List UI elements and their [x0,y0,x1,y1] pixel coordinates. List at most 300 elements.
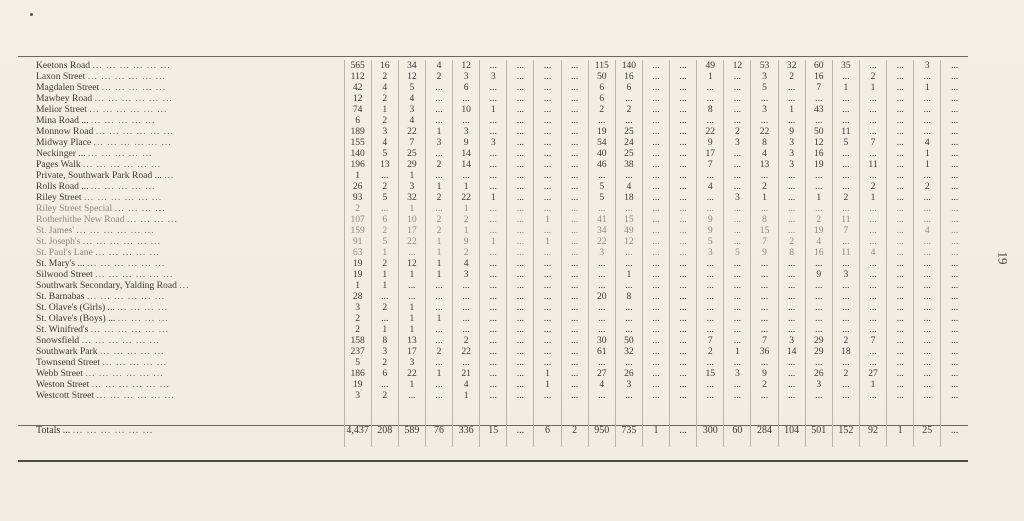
value-cell: 6 [371,214,398,225]
value-cell: ... [914,126,941,137]
row-label [20,324,344,335]
school-name: Rolls Road ... [36,181,89,192]
value-cell: ... [751,291,778,302]
value-cell: 1 [453,181,480,192]
spacer-cell [398,401,425,413]
value-cell: ... [480,247,507,258]
table-row [20,159,968,170]
value-cell: 3 [615,379,642,390]
value-cell: ... [914,280,941,291]
leader-dots: ... ... ... ... ... ... [76,225,155,236]
value-cell: ... [507,280,534,291]
value-cell: ... [887,236,914,247]
value-cell: ... [670,181,697,192]
table-row [20,93,968,104]
value-cell: 14 [778,346,805,357]
leader-dots: ... ... ... ... ... ... [82,236,161,247]
value-cell: 3 [832,269,859,280]
value-cell: 159 [344,225,371,236]
value-cell: ... [724,280,751,291]
value-cell: 22 [398,368,425,379]
value-cell: ... [914,247,941,258]
row-label [20,214,344,225]
value-cell: ... [507,413,534,447]
value-cell: ... [859,170,886,181]
value-cell: 2 [832,192,859,203]
school-name: St. Winifred's [36,324,89,335]
value-cell: 1 [914,159,941,170]
value-cell: 13 [371,159,398,170]
value-cell: 74 [344,104,371,115]
value-cell: 1 [344,280,371,291]
value-cell: ... [670,126,697,137]
value-cell: ... [724,82,751,93]
value-cell: ... [480,203,507,214]
row-label [20,60,344,71]
value-cell: ... [507,368,534,379]
value-cell: ... [534,181,561,192]
value-cell: 15 [751,225,778,236]
value-cell: 13 [398,335,425,346]
value-cell: 29 [398,159,425,170]
value-cell: ... [642,115,669,126]
value-cell: 4 [697,181,724,192]
value-cell: ... [697,302,724,313]
value-cell: ... [805,390,832,401]
value-cell: ... [507,225,534,236]
value-cell: ... [480,126,507,137]
value-cell: 22 [588,236,615,247]
school-name: Private, Southwark Park Road ... [36,170,162,181]
row-label [20,181,344,192]
value-cell: ... [642,258,669,269]
leader-dots: ... ... ... ... ... [87,148,153,159]
value-cell: ... [832,357,859,368]
value-cell: ... [670,236,697,247]
value-cell: 24 [615,137,642,148]
value-cell: ... [670,247,697,258]
value-cell: ... [670,346,697,357]
value-cell: 1 [534,236,561,247]
value-cell: ... [887,93,914,104]
value-cell: 4 [805,236,832,247]
value-cell: ... [642,203,669,214]
value-cell: ... [615,247,642,258]
value-cell: ... [751,203,778,214]
value-cell: ... [670,258,697,269]
leader-dots: ... ... ... ... ... ... [72,424,154,436]
value-cell: ... [480,324,507,335]
row-label [20,236,344,247]
value-cell: 8 [697,104,724,115]
value-cell: 16 [805,71,832,82]
value-cell: ... [724,214,751,225]
value-cell: 1 [425,126,452,137]
row-label [20,335,344,346]
table-row [20,291,968,302]
value-cell: ... [561,104,588,115]
value-cell: ... [832,104,859,115]
value-cell: 1 [398,379,425,390]
value-cell: 8 [615,291,642,302]
value-cell: ... [724,104,751,115]
value-cell: 43 [805,104,832,115]
value-cell: ... [832,115,859,126]
leader-dots: ... ... ... ... ... ... [96,390,175,401]
value-cell: ... [914,71,941,82]
value-cell: 2 [832,368,859,379]
value-cell: ... [480,82,507,93]
value-cell: ... [561,302,588,313]
value-cell: ... [887,159,914,170]
value-cell: ... [941,203,968,214]
value-cell: ... [941,368,968,379]
spacer-cell [534,401,561,413]
row-label [20,192,344,203]
value-cell: ... [941,60,968,71]
value-cell: ... [805,302,832,313]
table-row [20,269,968,280]
value-cell: ... [534,291,561,302]
value-cell: 6 [371,368,398,379]
value-cell: ... [507,115,534,126]
school-name: Webb Street [36,368,83,379]
value-cell: 9 [453,236,480,247]
value-cell: ... [859,148,886,159]
value-cell: ... [642,247,669,258]
spacer-cell [344,401,371,413]
value-cell: ... [425,148,452,159]
value-cell: 7 [751,335,778,346]
value-cell: 104 [778,413,805,447]
value-cell: ... [724,236,751,247]
value-cell: 25 [615,148,642,159]
value-cell: ... [534,170,561,181]
value-cell: 54 [588,137,615,148]
school-name: Weston Street [36,379,90,390]
value-cell: ... [480,390,507,401]
value-cell: ... [778,170,805,181]
value-cell: 11 [832,247,859,258]
spacer-cell [425,401,452,413]
spacer-cell [941,401,968,413]
value-cell: 1 [615,269,642,280]
value-cell: ... [941,181,968,192]
value-cell: ... [941,82,968,93]
school-name: St. Olave's (Boys) ... [36,313,116,324]
value-cell: ... [480,379,507,390]
value-cell: ... [805,280,832,291]
value-cell: ... [425,93,452,104]
value-cell: 2 [371,93,398,104]
value-cell: ... [914,236,941,247]
value-cell: ... [778,82,805,93]
value-cell: ... [670,291,697,302]
value-cell: ... [887,280,914,291]
value-cell: 196 [344,159,371,170]
value-cell: ... [534,137,561,148]
value-cell: ... [859,126,886,137]
value-cell: ... [941,280,968,291]
value-cell: ... [561,357,588,368]
value-cell: ... [534,313,561,324]
value-cell: 5 [697,236,724,247]
value-cell: 91 [344,236,371,247]
value-cell: ... [507,335,534,346]
value-cell: ... [751,280,778,291]
value-cell: 17 [398,225,425,236]
value-cell: ... [914,214,941,225]
value-cell: 1 [425,368,452,379]
value-cell: ... [507,379,534,390]
value-cell: ... [859,313,886,324]
value-cell: ... [642,269,669,280]
value-cell: ... [480,60,507,71]
value-cell: ... [615,357,642,368]
value-cell: ... [887,357,914,368]
value-cell: 42 [344,82,371,93]
value-cell: ... [697,115,724,126]
value-cell: 6 [588,82,615,93]
value-cell: ... [941,346,968,357]
value-cell: 93 [344,192,371,203]
value-cell: ... [941,225,968,236]
value-cell: 60 [724,413,751,447]
value-cell: ... [642,368,669,379]
value-cell: 12 [398,258,425,269]
value-cell: 2 [371,258,398,269]
value-cell: 1 [344,170,371,181]
value-cell: 3 [724,368,751,379]
value-cell: 50 [588,71,615,82]
value-cell: 9 [805,269,832,280]
value-cell: ... [887,126,914,137]
value-cell: 7 [697,335,724,346]
value-cell: ... [534,390,561,401]
totals-row [20,413,968,447]
value-cell: ... [642,313,669,324]
value-cell: 19 [805,159,832,170]
value-cell: ... [724,302,751,313]
value-cell: 3 [778,335,805,346]
value-cell: ... [914,390,941,401]
row-label [20,104,344,115]
value-cell: 3 [453,71,480,82]
value-cell: ... [914,357,941,368]
value-cell: ... [805,203,832,214]
value-cell: 2 [724,126,751,137]
spacer-cell [453,401,480,413]
value-cell: ... [642,390,669,401]
value-cell: ... [534,93,561,104]
value-cell: 5 [751,82,778,93]
spacer-cell [20,401,344,413]
value-cell: 2 [751,181,778,192]
value-cell: ... [697,170,724,181]
value-cell: 53 [751,60,778,71]
table-row [20,60,968,71]
value-cell: ... [724,115,751,126]
value-cell: 284 [751,413,778,447]
value-cell: ... [480,291,507,302]
value-cell: ... [425,379,452,390]
value-cell: 189 [344,126,371,137]
value-cell: ... [778,313,805,324]
school-name: St. Barnabas [36,291,85,302]
value-cell: 115 [588,60,615,71]
value-cell: ... [914,203,941,214]
value-cell: ... [778,291,805,302]
value-cell: ... [588,324,615,335]
value-cell: ... [859,357,886,368]
value-cell: ... [534,324,561,335]
value-cell: ... [832,302,859,313]
value-cell: ... [832,291,859,302]
table-row [20,258,968,269]
value-cell: 29 [805,346,832,357]
value-cell: ... [507,104,534,115]
value-cell: 8 [751,214,778,225]
value-cell: 5 [832,137,859,148]
value-cell: ... [724,258,751,269]
value-cell: ... [778,379,805,390]
value-cell: ... [588,258,615,269]
value-cell: ... [914,192,941,203]
value-cell: ... [941,137,968,148]
value-cell: ... [859,302,886,313]
value-cell: ... [642,181,669,192]
value-cell: ... [724,313,751,324]
school-name: St. Paul's Lane [36,247,93,258]
value-cell: ... [615,115,642,126]
value-cell: 3 [480,137,507,148]
row-label [20,148,344,159]
value-cell: ... [697,82,724,93]
value-cell: ... [670,313,697,324]
value-cell: ... [561,280,588,291]
value-cell: ... [588,390,615,401]
value-cell: ... [941,258,968,269]
value-cell: 41 [588,214,615,225]
value-cell: 3 [751,104,778,115]
value-cell: 3 [778,159,805,170]
value-cell: 7 [832,225,859,236]
value-cell: ... [670,148,697,159]
value-cell: ... [371,170,398,181]
value-cell: ... [534,357,561,368]
value-cell: 2 [805,214,832,225]
value-cell: ... [859,203,886,214]
value-cell: ... [615,324,642,335]
value-cell: 589 [398,413,425,447]
value-cell: 19 [344,269,371,280]
leader-dots: ... ... ... ... [117,302,169,313]
value-cell: 34 [588,225,615,236]
leader-dots: ... ... ... ... ... ... [83,159,162,170]
value-cell: 1 [697,71,724,82]
value-cell: ... [859,346,886,357]
value-cell: 32 [778,60,805,71]
value-cell: ... [941,269,968,280]
value-cell: 5 [588,192,615,203]
table-row [20,280,968,291]
value-cell: ... [670,357,697,368]
value-cell: 16 [371,60,398,71]
value-cell: ... [670,413,697,447]
value-cell: ... [914,170,941,181]
value-cell: ... [670,225,697,236]
value-cell: ... [561,335,588,346]
value-cell: 3 [805,379,832,390]
value-cell: ... [832,159,859,170]
value-cell: 12 [453,60,480,71]
value-cell: 2 [344,313,371,324]
value-cell: 2 [425,346,452,357]
value-cell: 6 [615,82,642,93]
value-cell: ... [778,390,805,401]
value-cell: 49 [697,60,724,71]
value-cell: ... [751,302,778,313]
table-row [20,148,968,159]
value-cell: 12 [398,71,425,82]
value-cell: 11 [832,214,859,225]
value-cell: ... [534,159,561,170]
table-row [20,203,968,214]
value-cell: ... [534,60,561,71]
value-cell: ... [805,115,832,126]
spacer-cell [914,401,941,413]
row-label [20,247,344,258]
value-cell: ... [859,104,886,115]
value-cell: 19 [805,225,832,236]
value-cell: ... [887,324,914,335]
value-cell: ... [697,357,724,368]
value-cell: ... [941,357,968,368]
value-cell: ... [724,379,751,390]
value-cell: ... [887,60,914,71]
value-cell: ... [480,302,507,313]
value-cell: 5 [371,236,398,247]
value-cell: ... [398,291,425,302]
value-cell: ... [561,159,588,170]
value-cell: ... [588,269,615,280]
value-cell: ... [507,192,534,203]
value-cell: ... [642,60,669,71]
school-name: Monnow Road [36,126,94,137]
value-cell: 3 [344,390,371,401]
value-cell: 1 [480,236,507,247]
value-cell: 19 [344,258,371,269]
value-cell: 25 [398,148,425,159]
value-cell: ... [534,82,561,93]
value-cell: 3 [344,302,371,313]
value-cell: ... [398,247,425,258]
value-cell: ... [887,203,914,214]
value-cell: 2 [914,181,941,192]
value-cell: 6 [453,82,480,93]
value-cell: 5 [724,247,751,258]
value-cell: 2 [859,181,886,192]
value-cell: ... [453,115,480,126]
leader-dots: ... ... ... ... ... ... [81,335,160,346]
value-cell: ... [534,280,561,291]
value-cell: 1 [453,225,480,236]
value-cell: ... [371,313,398,324]
value-cell: 5 [371,192,398,203]
value-cell: ... [561,181,588,192]
value-cell: ... [887,82,914,93]
value-cell: 26 [344,181,371,192]
